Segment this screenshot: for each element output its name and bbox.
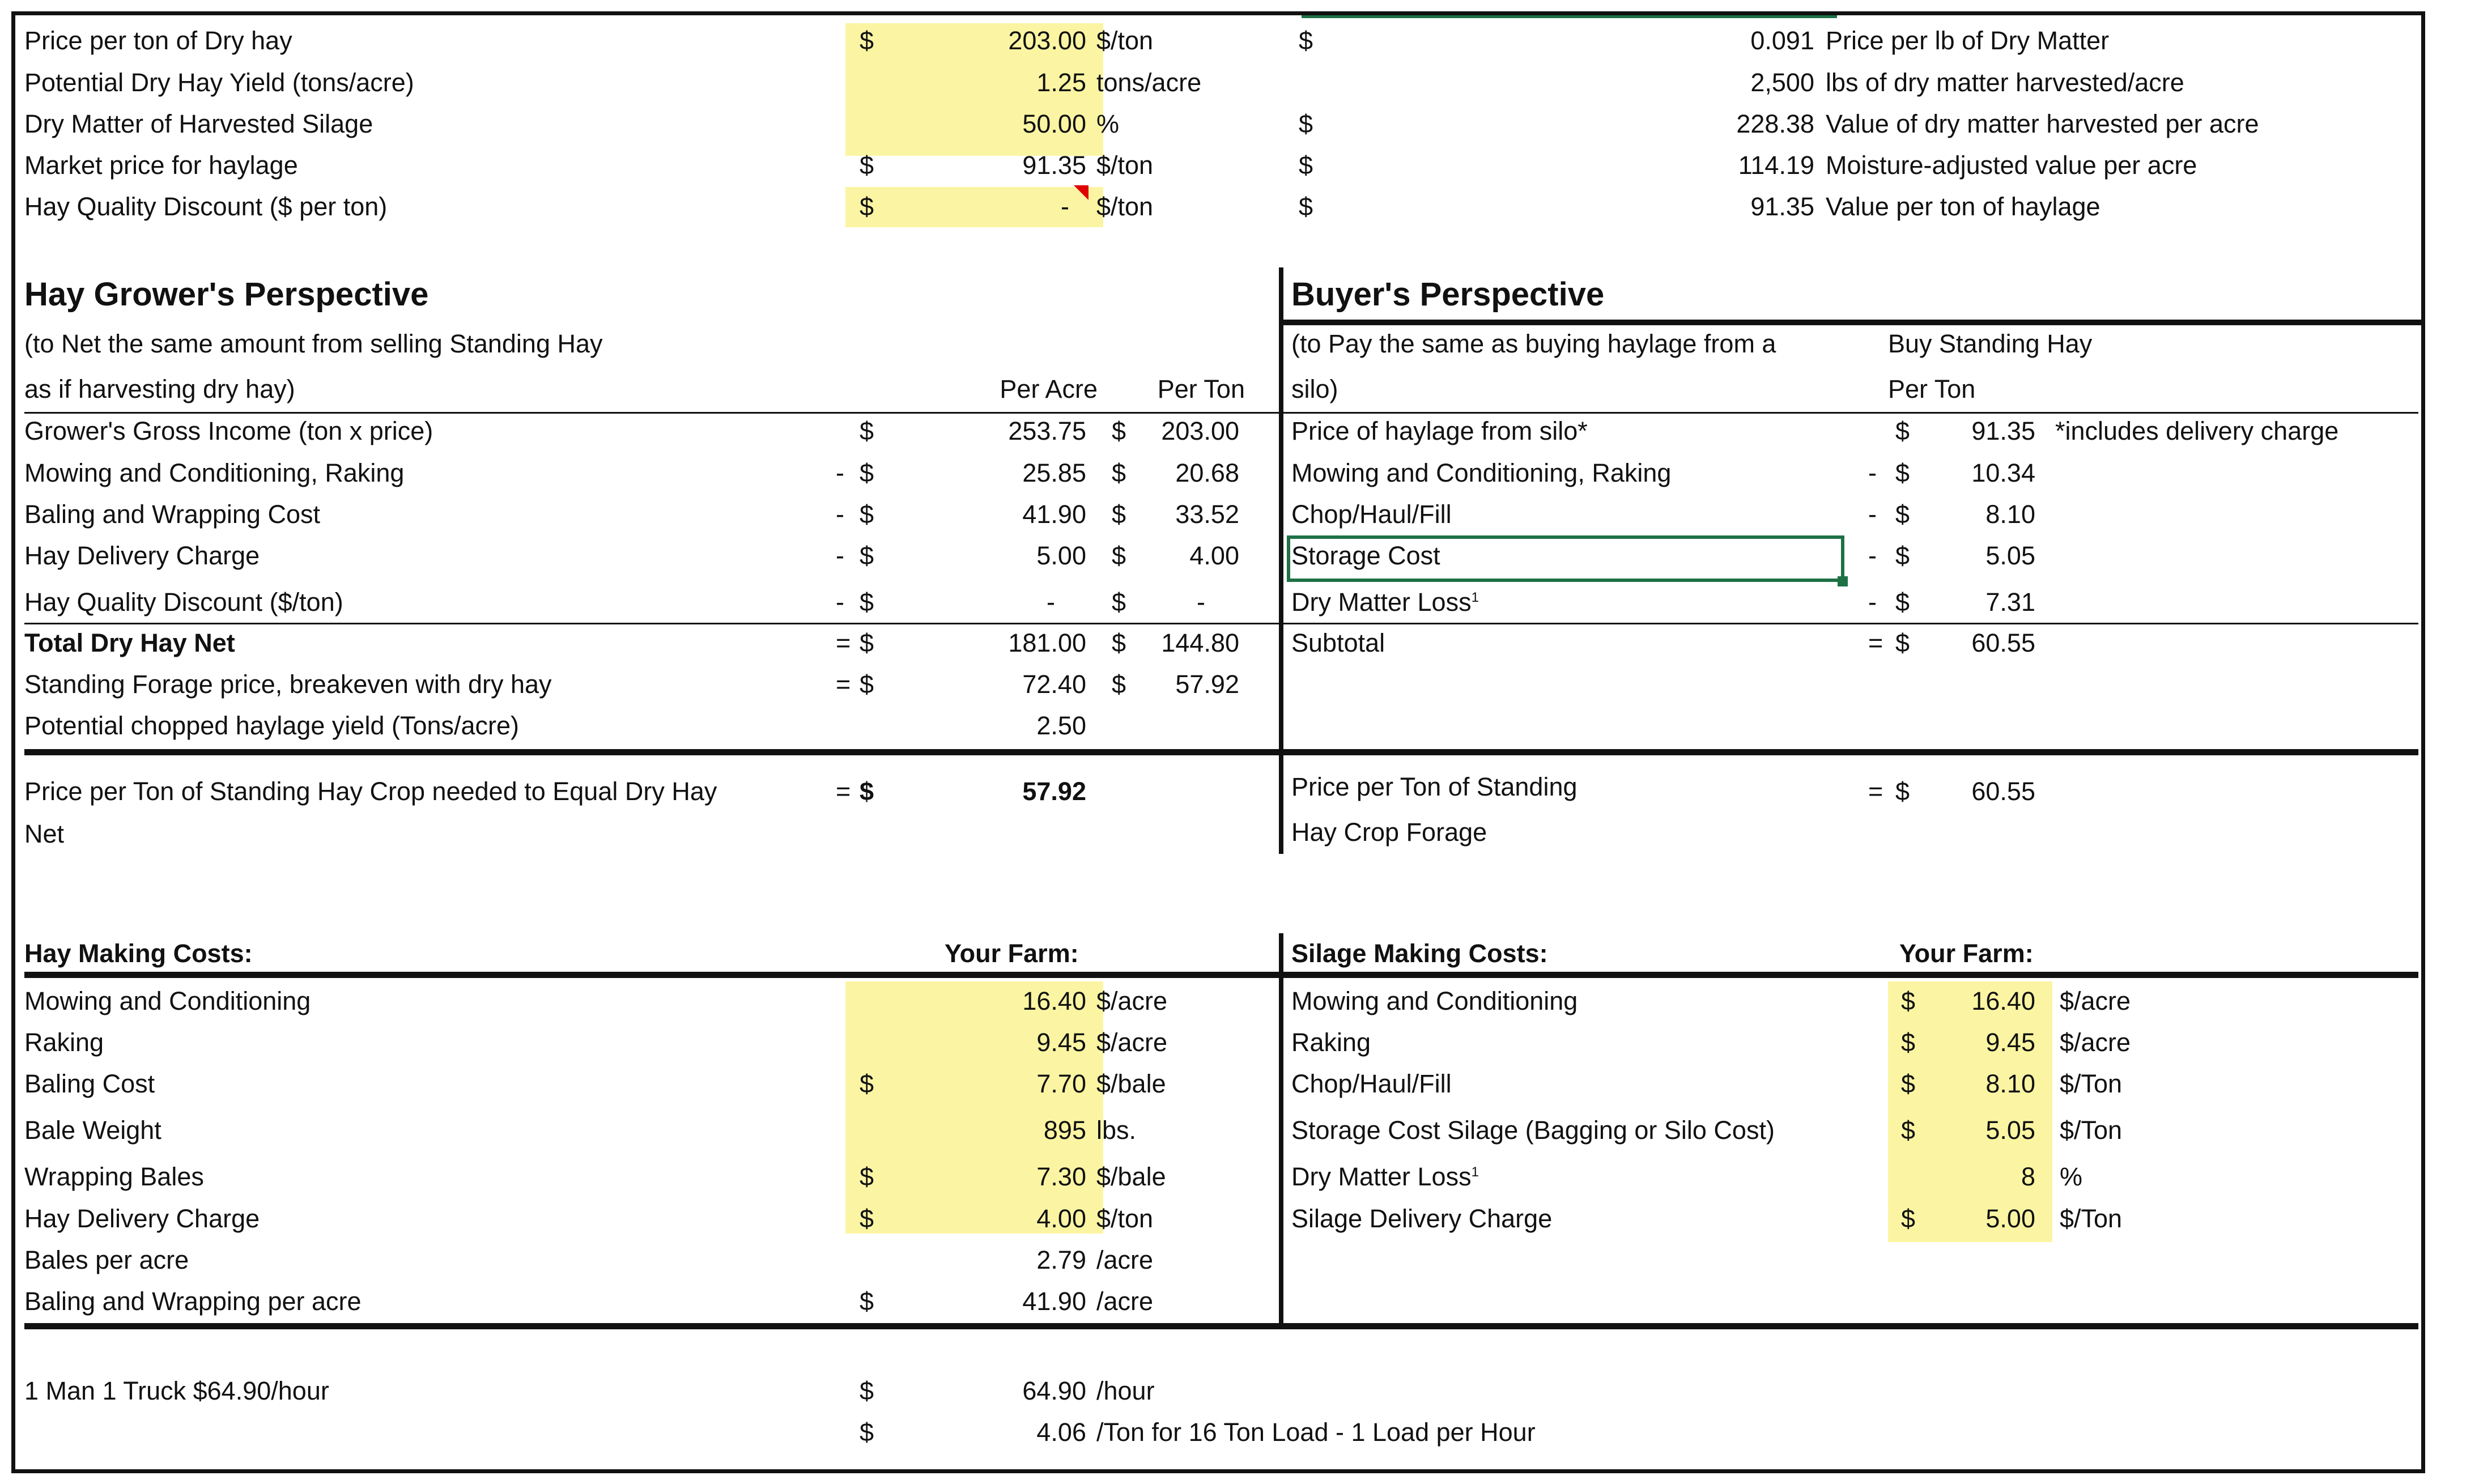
silage-cost-label: Mowing and Conditioning	[1291, 987, 1578, 1015]
hay-cost-label: Baling Cost	[24, 1069, 155, 1098]
buyer-row-label: Storage Cost	[1291, 541, 1440, 570]
result-rule	[24, 749, 2418, 755]
grower-title: Hay Grower's Perspective	[24, 276, 429, 313]
hay-cost-cur: $	[860, 1162, 874, 1191]
top-right-label: Value of dry matter harvested per acre	[1826, 109, 2259, 138]
top-right-value: 228.38	[1736, 109, 1814, 138]
grower-result-op: =	[836, 777, 851, 806]
buyer-row-value: 91.35	[1971, 416, 2035, 445]
grower-row-ton: 4.00	[1189, 541, 1239, 570]
silage-cost-label: Raking	[1291, 1028, 1371, 1057]
top-right-cur: $	[1299, 192, 1313, 221]
truck-unit-2: /Ton for 16 Ton Load - 1 Load per Hour	[1096, 1418, 1536, 1447]
buyer-row-cur: $	[1895, 588, 1910, 616]
grower-result-value: 57.92	[1022, 777, 1086, 806]
silage-your-farm: Your Farm:	[1899, 939, 2034, 968]
grower-row-cur: $	[860, 628, 874, 657]
buyer-row-label: Price of haylage from silo*	[1291, 416, 1588, 445]
grower-row-ton-cur: $	[1112, 588, 1126, 616]
buyer-row-cur: $	[1895, 628, 1910, 657]
price-dry-hay-input[interactable]: 203.00	[1008, 26, 1086, 55]
buyer-row-op: -	[1868, 541, 1877, 570]
hay-cost-value: 2.79	[1036, 1245, 1086, 1274]
market-price-label: Market price for haylage	[24, 151, 298, 180]
grower-row-ton: 20.68	[1175, 458, 1239, 487]
hay-cost-input[interactable]: 7.30	[1036, 1162, 1086, 1191]
grower-row-acre: 2.50	[1036, 711, 1086, 740]
top-right-cur: $	[1299, 151, 1313, 180]
hay-cost-input[interactable]: 4.00	[1036, 1204, 1086, 1233]
top-right-label: lbs of dry matter harvested/acre	[1826, 68, 2184, 97]
grower-row-cur: $	[860, 541, 874, 570]
top-right-value: 91.35	[1750, 192, 1814, 221]
grower-col-per-ton: Per Ton	[1157, 375, 1245, 403]
silage-cost-input[interactable]: 16.40	[1971, 987, 2035, 1015]
grower-row-label: Hay Delivery Charge	[24, 541, 260, 570]
price-dry-hay-unit: $/ton	[1096, 26, 1154, 55]
silage-cost-input[interactable]: 9.45	[1985, 1028, 2035, 1057]
dry-matter-label: Dry Matter of Harvested Silage	[24, 109, 373, 138]
dry-yield-label: Potential Dry Hay Yield (tons/acre)	[24, 68, 414, 97]
silage-cost-cur: $	[1901, 987, 1916, 1015]
grower-row-cur: $	[860, 588, 874, 616]
dry-matter-input[interactable]: 50.00	[1022, 109, 1086, 138]
buyer-col-1: Buy Standing Hay	[1888, 329, 2093, 358]
top-right-value: 0.091	[1750, 26, 1814, 55]
buyer-row-op: =	[1868, 628, 1883, 657]
truck-cur-2: $	[860, 1418, 874, 1447]
hay-cost-unit: /acre	[1096, 1245, 1154, 1274]
buyer-row-label: Dry Matter Loss$^1$	[1291, 588, 1479, 616]
buyer-row-label: Subtotal	[1291, 628, 1385, 657]
center-divider	[1279, 267, 1283, 854]
buyer-row-value: 10.34	[1971, 458, 2035, 487]
hay-cost-input[interactable]: 895	[1043, 1116, 1086, 1145]
costs-footer-rule	[24, 1323, 2418, 1329]
silage-cost-label: Silage Delivery Charge	[1291, 1204, 1553, 1233]
grower-row-cur: $	[860, 458, 874, 487]
grower-row-op: -	[836, 458, 844, 487]
silage-cost-cur: $	[1901, 1069, 1916, 1098]
buyer-row-value: 8.10	[1985, 500, 2035, 529]
top-right-cur: $	[1299, 109, 1313, 138]
top-right-label: Value per ton of haylage	[1826, 192, 2100, 221]
grower-row-op: -	[836, 500, 844, 529]
grower-row-label: Mowing and Conditioning, Raking	[24, 458, 405, 487]
hay-cost-cur: $	[860, 1069, 874, 1098]
grower-row-ton: -	[1197, 588, 1205, 616]
grower-row-acre: 41.90	[1022, 500, 1086, 529]
hay-cost-unit: lbs.	[1096, 1116, 1137, 1145]
buyer-title-rule	[1283, 320, 2425, 325]
buyer-result-op: =	[1868, 777, 1883, 806]
market-price-value: 91.35	[1022, 151, 1086, 180]
grower-row-cur: $	[860, 670, 874, 699]
comment-indicator-icon[interactable]	[1074, 185, 1088, 200]
grower-row-ton: 144.80	[1161, 628, 1239, 657]
buyer-subtitle-1: (to Pay the same as buying haylage from a	[1291, 329, 1776, 358]
hay-cost-label: Baling and Wrapping per acre	[24, 1287, 362, 1316]
silage-cost-label: Dry Matter Loss$^1$	[1291, 1162, 1479, 1191]
grower-row-acre: 181.00	[1008, 628, 1086, 657]
silage-cost-input[interactable]: 8.10	[1985, 1069, 2035, 1098]
grower-result-cur: $	[860, 777, 874, 806]
grower-row-ton-cur: $	[1112, 500, 1126, 529]
buyer-row-cur: $	[1895, 500, 1910, 529]
buyer-row-value: 60.55	[1971, 628, 2035, 657]
grower-subtitle-2: as if harvesting dry hay)	[24, 375, 295, 403]
silage-cost-unit: $/acre	[2060, 1028, 2131, 1057]
hay-cost-label: Bale Weight	[24, 1116, 161, 1145]
buyer-row-label: Mowing and Conditioning, Raking	[1291, 458, 1672, 487]
grower-row-ton-cur: $	[1112, 541, 1126, 570]
grower-row-label: Standing Forage price, breakeven with dry hay	[24, 670, 552, 699]
buyer-row-op: -	[1868, 458, 1877, 487]
silage-cost-unit: $/Ton	[2060, 1069, 2123, 1098]
market-price-cur: $	[860, 151, 874, 180]
silage-cost-cur: $	[1901, 1204, 1916, 1233]
dry-yield-unit: tons/acre	[1096, 68, 1202, 97]
buyer-col-2: Per Ton	[1888, 375, 1976, 403]
silage-costs-title: Silage Making Costs:	[1291, 939, 1548, 968]
buyer-row-cur: $	[1895, 458, 1910, 487]
hay-input-highlight	[845, 981, 1103, 1234]
perspective-header-rule	[24, 412, 2418, 414]
silage-cost-cur: $	[1901, 1028, 1916, 1057]
buyer-result-cur: $	[1895, 777, 1910, 806]
hay-cost-unit: $/acre	[1096, 1028, 1168, 1057]
grower-row-label: Potential chopped haylage yield (Tons/acre)	[24, 711, 520, 740]
hay-cost-value: 41.90	[1022, 1287, 1086, 1316]
grower-col-per-acre: Per Acre	[1000, 375, 1098, 403]
silage-cost-cur: $	[1901, 1116, 1916, 1145]
hay-cost-label: Wrapping Bales	[24, 1162, 204, 1191]
truck-value-1: 64.90	[1022, 1376, 1086, 1405]
buyer-result-label-1: Price per Ton of Standing	[1291, 772, 1577, 801]
hay-cost-label: Hay Delivery Charge	[24, 1204, 260, 1233]
grower-row-ton-cur: $	[1112, 628, 1126, 657]
dry-yield-input[interactable]: 1.25	[1036, 68, 1086, 97]
buyer-subtitle-2: silo)	[1291, 375, 1338, 403]
grower-row-acre: -	[1047, 588, 1055, 616]
truck-unit-1: /hour	[1096, 1376, 1155, 1405]
truck-cur-1: $	[860, 1376, 874, 1405]
buyer-row-note: *includes delivery charge	[2055, 416, 2339, 445]
quality-discount-unit: $/ton	[1096, 192, 1154, 221]
silage-cost-unit: $/Ton	[2060, 1204, 2123, 1233]
grower-result-label-2: Net	[24, 819, 65, 848]
silage-cost-label: Chop/Haul/Fill	[1291, 1069, 1452, 1098]
costs-divider	[1279, 933, 1283, 1327]
grower-row-cur: $	[860, 500, 874, 529]
grower-row-ton-cur: $	[1112, 416, 1126, 445]
grower-subtitle-1: (to Net the same amount from selling Standing Hay	[24, 329, 603, 358]
silage-cost-unit: %	[2060, 1162, 2083, 1191]
grower-row-label: Hay Quality Discount ($/ton)	[24, 588, 343, 616]
spreadsheet	[11, 11, 2425, 1473]
silage-cost-input[interactable]: 8	[2021, 1162, 2035, 1191]
hay-your-farm: Your Farm:	[945, 939, 1079, 968]
grower-row-label: Grower's Gross Income (ton x price)	[24, 416, 433, 445]
top-right-value: 2,500	[1750, 68, 1814, 97]
grower-row-cur: $	[860, 416, 874, 445]
hay-cost-cur: $	[860, 1204, 874, 1233]
buyer-result-label-2: Hay Crop Forage	[1291, 818, 1487, 847]
price-dry-hay-cur: $	[860, 26, 874, 55]
hay-cost-unit: $/ton	[1096, 1204, 1154, 1233]
grower-row-acre: 5.00	[1036, 541, 1086, 570]
quality-discount-label: Hay Quality Discount ($ per ton)	[24, 192, 388, 221]
grower-row-op: -	[836, 588, 844, 616]
buyer-row-cur: $	[1895, 541, 1910, 570]
buyer-title: Buyer's Perspective	[1291, 276, 1605, 313]
silage-cost-input[interactable]: 5.00	[1985, 1204, 2035, 1233]
silage-cost-label: Storage Cost Silage (Bagging or Silo Cost)	[1291, 1116, 1775, 1145]
hay-cost-label: Raking	[24, 1028, 104, 1057]
grower-row-acre: 253.75	[1008, 416, 1086, 445]
grower-row-ton: 33.52	[1175, 500, 1239, 529]
market-price-unit: $/ton	[1096, 151, 1154, 180]
truck-value-2: 4.06	[1036, 1418, 1086, 1447]
top-right-cur: $	[1299, 26, 1313, 55]
hay-cost-label: Mowing and Conditioning	[24, 987, 311, 1015]
top-right-label: Moisture-adjusted value per acre	[1826, 151, 2197, 180]
silage-cost-unit: $/acre	[2060, 987, 2131, 1015]
truck-label: 1 Man 1 Truck $64.90/hour	[24, 1376, 329, 1405]
hay-costs-title: Hay Making Costs:	[24, 939, 253, 968]
hay-cost-input[interactable]: 9.45	[1036, 1028, 1086, 1057]
grower-row-op: =	[836, 670, 851, 699]
buyer-row-op: -	[1868, 588, 1877, 616]
buyer-result-value: 60.55	[1971, 777, 2035, 806]
hay-cost-unit: $/bale	[1096, 1069, 1166, 1098]
buyer-row-op: -	[1868, 500, 1877, 529]
grower-row-ton: 203.00	[1161, 416, 1239, 445]
top-right-label: Price per lb of Dry Matter	[1826, 26, 2110, 55]
dry-matter-unit: %	[1096, 109, 1120, 138]
grower-row-acre: 72.40	[1022, 670, 1086, 699]
hay-cost-input[interactable]: 7.70	[1036, 1069, 1086, 1098]
buyer-row-value: 7.31	[1985, 588, 2035, 616]
buyer-row-value: 5.05	[1985, 541, 2035, 570]
hay-cost-label: Bales per acre	[24, 1245, 189, 1274]
grower-row-ton: 57.92	[1175, 670, 1239, 699]
hay-cost-unit: /acre	[1096, 1287, 1154, 1316]
silage-cost-unit: $/Ton	[2060, 1116, 2123, 1145]
fill-handle[interactable]	[1838, 576, 1848, 586]
hay-cost-cur: $	[860, 1287, 874, 1316]
buyer-row-cur: $	[1895, 416, 1910, 445]
grower-row-ton-cur: $	[1112, 670, 1126, 699]
grower-row-op: -	[836, 541, 844, 570]
grower-row-ton-cur: $	[1112, 458, 1126, 487]
hay-cost-unit: $/acre	[1096, 987, 1168, 1015]
grower-row-acre: 25.85	[1022, 458, 1086, 487]
quality-discount-cur: $	[860, 192, 874, 221]
grower-result-label-1: Price per Ton of Standing Hay Crop needed to Equal Dry Hay	[24, 777, 717, 806]
price-dry-hay-label: Price per ton of Dry hay	[24, 26, 292, 55]
hay-cost-unit: $/bale	[1096, 1162, 1166, 1191]
grower-row-label: Total Dry Hay Net	[24, 628, 235, 657]
grower-row-label: Baling and Wrapping Cost	[24, 500, 320, 529]
buyer-row-label: Chop/Haul/Fill	[1291, 500, 1452, 529]
costs-header-rule	[24, 972, 2418, 978]
active-top-border	[1302, 15, 1837, 18]
grower-row-op: =	[836, 628, 851, 657]
total-rule	[24, 623, 2418, 624]
hay-cost-input[interactable]: 16.40	[1022, 987, 1086, 1015]
silage-cost-input[interactable]: 5.05	[1985, 1116, 2035, 1145]
quality-discount-input[interactable]: -	[1061, 192, 1069, 221]
top-right-value: 114.19	[1738, 151, 1814, 180]
